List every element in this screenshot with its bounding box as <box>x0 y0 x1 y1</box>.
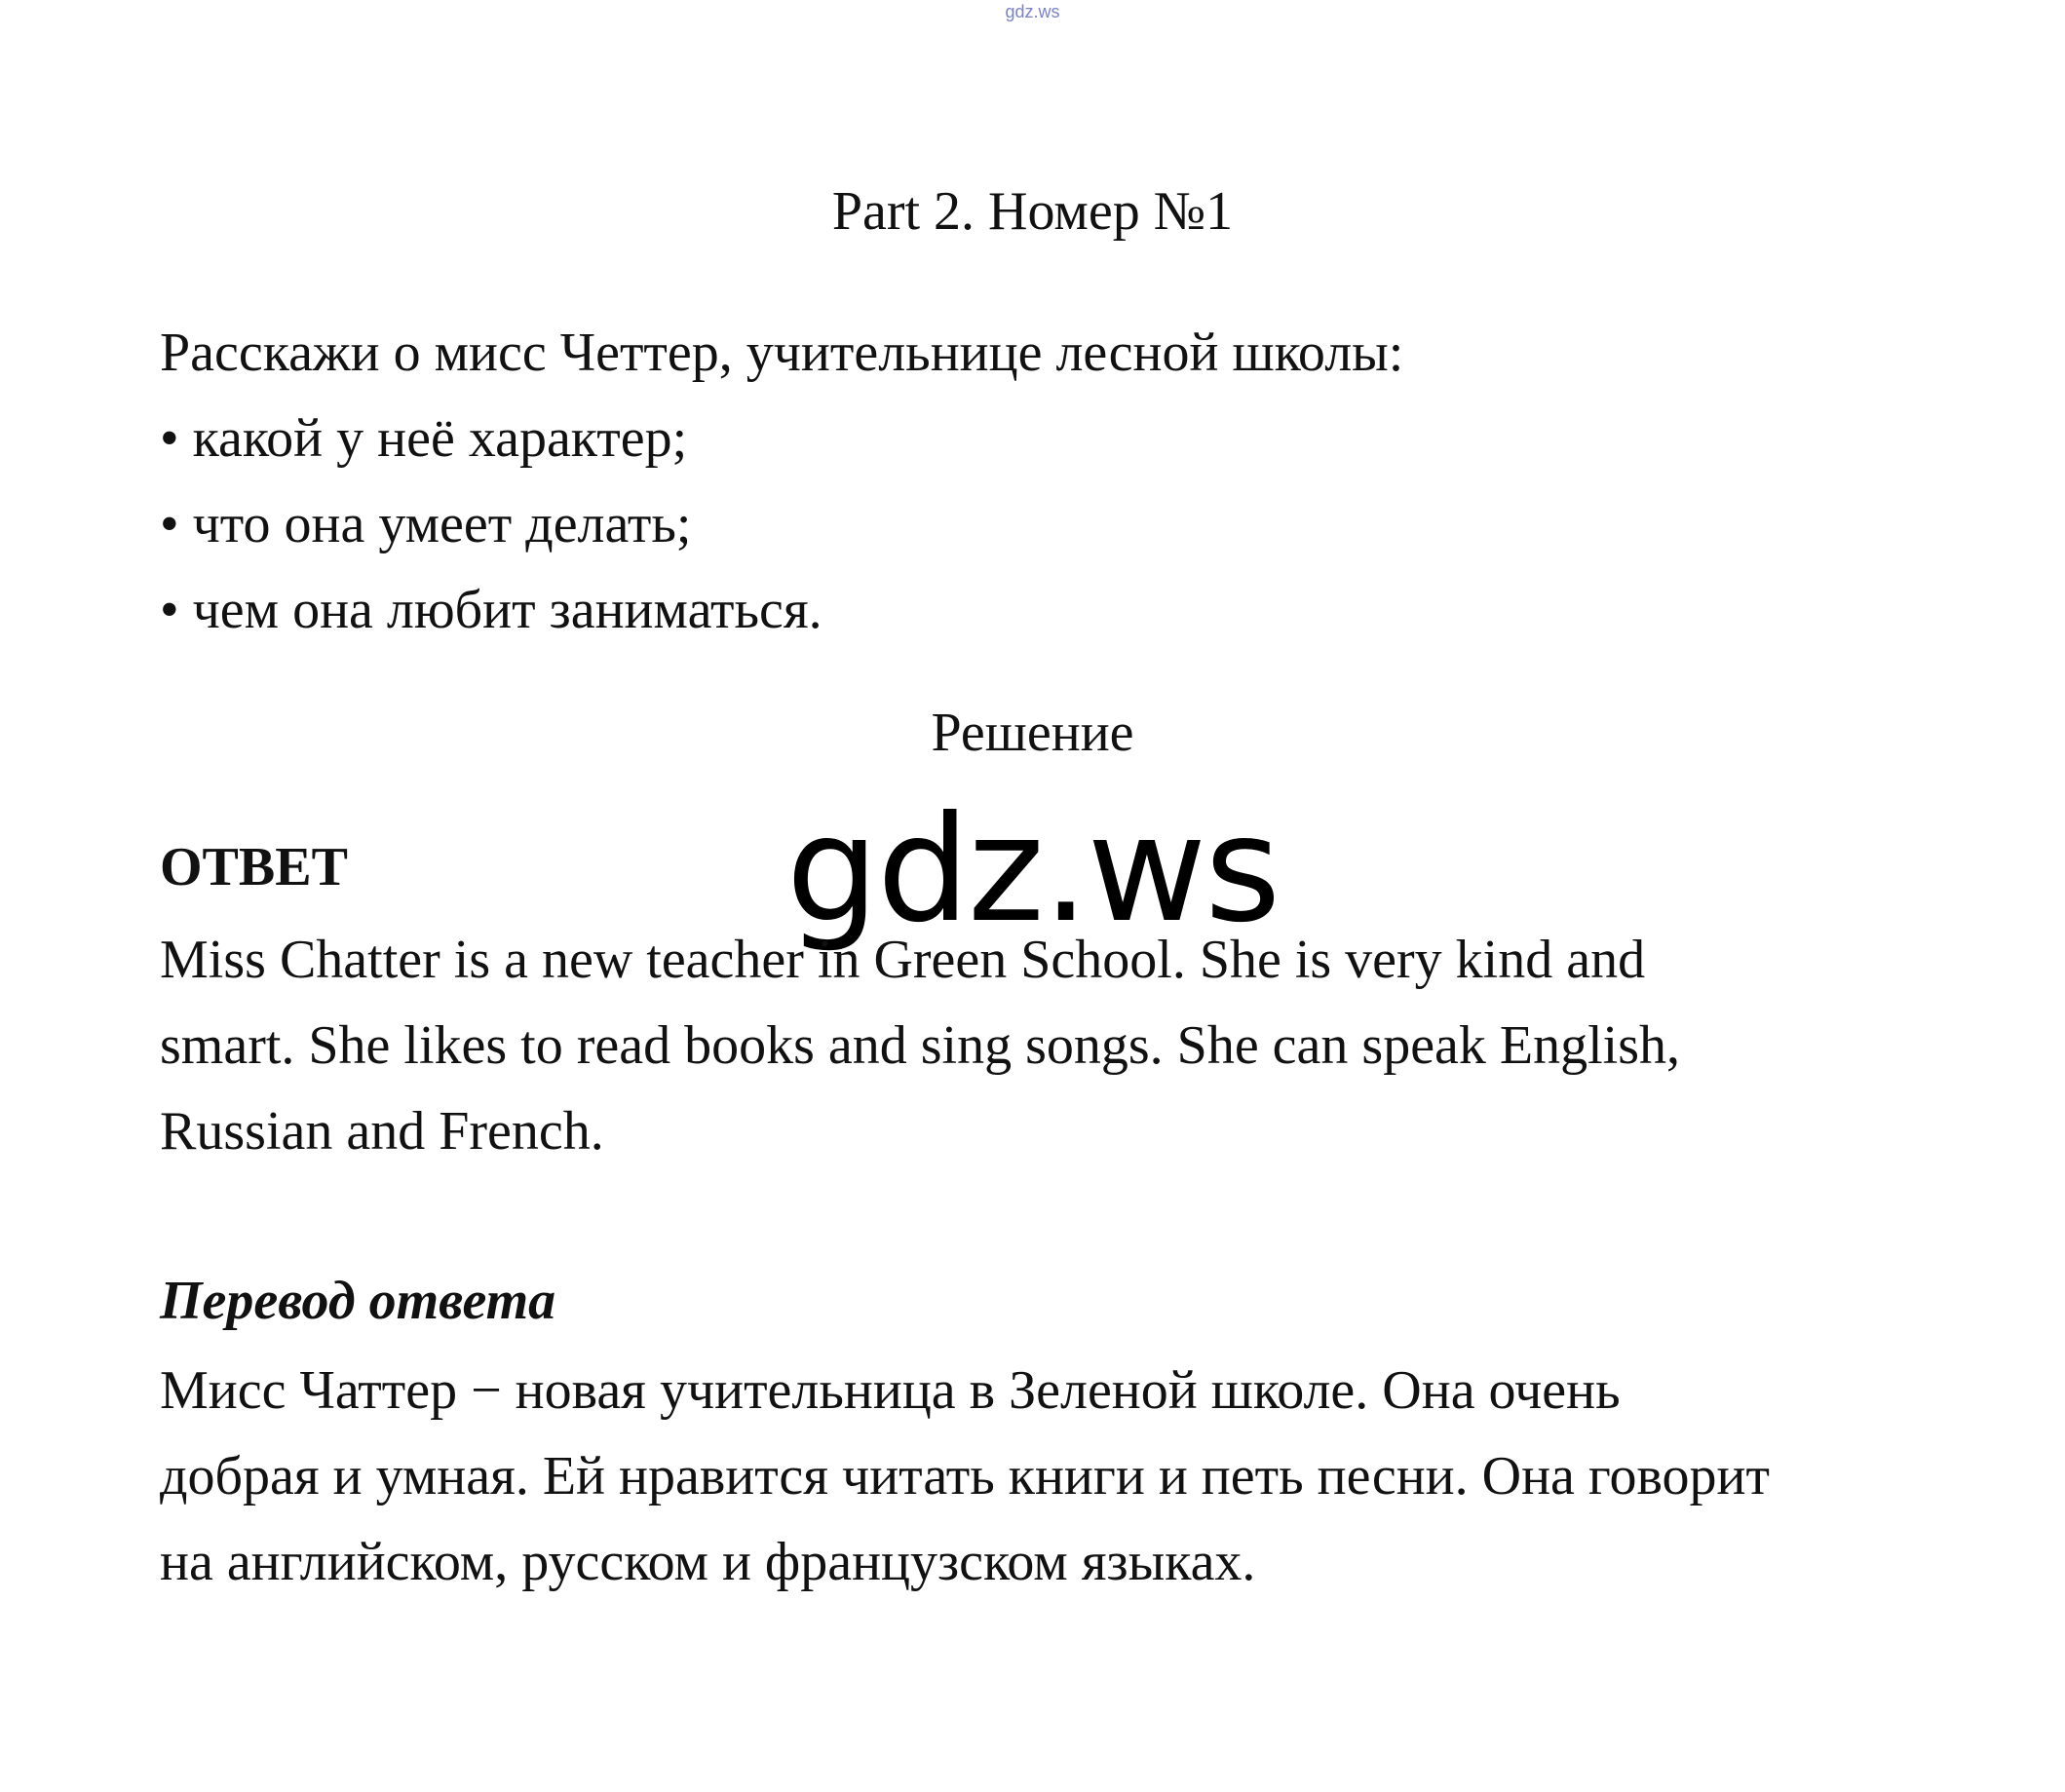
answer-line: Russian and French. <box>160 1101 604 1162</box>
page-title: Part 2. Номер №1 <box>831 181 1234 242</box>
task-block <box>160 310 1403 653</box>
translation-line: Мисс Чаттер − новая учительница в Зеленой школе. Она очень <box>160 1360 1621 1421</box>
task-item: • что она умеет делать; <box>160 494 692 554</box>
task-intro: Расскажи о мисс Четтер, учительнице лесной школы: <box>160 323 1404 383</box>
answer-text <box>160 917 1914 1174</box>
top-watermark: gdz.ws <box>1005 2 1060 21</box>
answer-heading: ОТВЕТ <box>160 837 348 897</box>
translation-text <box>160 1348 1963 1605</box>
answer-line: smart. She likes to read books and sing songs. She can speak English, <box>160 1015 1681 1076</box>
translation-line: добрая и умная. Ей нравится читать книги и петь песни. Она говорит <box>160 1446 1770 1506</box>
translation-heading: Перевод ответа <box>160 1271 556 1331</box>
translation-line: на английском, русском и французском языках. <box>160 1532 1256 1592</box>
task-item: • какой у неё характер; <box>160 408 688 469</box>
task-item: • чем она любит заниматься. <box>160 580 822 640</box>
solution-heading: Решение <box>931 703 1134 763</box>
answer-line: Miss Chatter is a new teacher in Green School. She is very kind and <box>160 930 1646 990</box>
center-watermark: gdz.ws <box>785 785 1280 955</box>
